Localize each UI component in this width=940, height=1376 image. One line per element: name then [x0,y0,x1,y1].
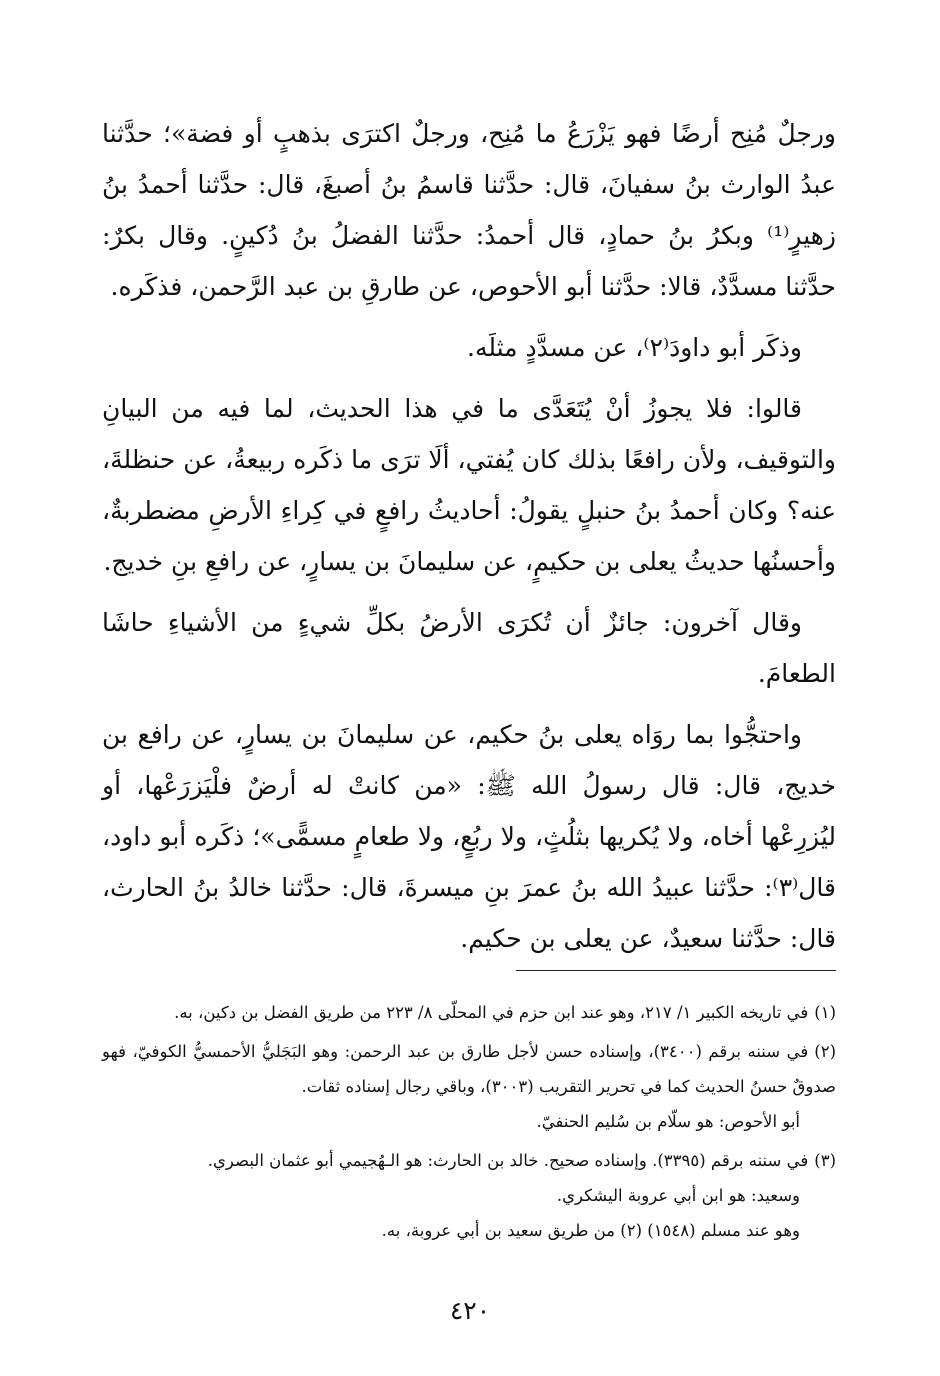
footnote-continuation: أبو الأحوص: هو سلّام بن سُليم الحنفيّ. [536,1112,800,1131]
footnote-2 [102,1034,836,1139]
paragraph-3: قالوا: فلا يجوزُ أنْ يُتَعَدَّى ما في هذا الحديث، لما فيه من البيانِ والتوقيف، ولأن رافعًا بذلك كان يُفتي، ألَا ترَى ما ذكَره ربيعةُ، عن حنظلةَ، عنه؟ وكان أحمدُ بنُ حنبلٍ يقولُ: أحاديثُ رافعٍ في كِراءِ الأرضِ مضطربةٌ، وأحسنُها حديثُ يعلى بن حكيمٍ، عن سليمانَ بن يسارٍ، عن رافعِ بنِ خديج. [102,394,836,576]
footnote-continuation: وسعيد: هو ابن أبي عروبة اليشكري. [556,1186,800,1205]
footnote-text: في تاريخه الكبير ١/ ٢١٧، وهو عند ابن حزم في المحلّى ٨/ ٢٢٣ من طريق الفضل بن دكين، به. [174,1003,809,1022]
footnote-separator [516,970,836,971]
main-text [102,108,836,974]
page-number: ٤٢٠ [449,1296,491,1325]
footnote-text: في سننه برقم (٣٤٠٠)، وإسناده حسن لأجل طارق بن عبد الرحمن: وهو البَجَليُّ الأحمسيُّ الكوفيّ، فهو صدوقٌ حسنُ الحديث كما في تحرير التقريب (٣٠٠٣)، وباقي رجال إسناده ثقات. [102,1042,836,1096]
paragraph-5: واحتجُّوا بما روَاه يعلى بنُ حكيم، عن سليمانَ بن يسارٍ، عن رافع بن خديج، قال: قال رسولُ الله ﷺ: «من كانتْ له أرضٌ فلْيَزرَعْها، أو ليُزرِعْها أخاه، ولا يُكريها بثلُثٍ، ولا ربُعٍ، ولا طعامٍ مسمًّى»؛ ذكَره أبو داود، قال⁽٣⁾: حدَّثنا عبيدُ الله بنُ عمرَ بنِ ميسرةَ، قال: حدَّثنا خالدُ بنُ الحارث، قال: حدَّثنا سعيدٌ، عن يعلى بن حكيم. [102,720,836,953]
paragraph-2: وذكَر أبو داودَ⁽٢⁾، عن مسدَّدٍ مثلَه. [467,333,802,362]
footnote-number: (٣) [814,1151,836,1170]
footnote-1 [102,995,836,1030]
footnote-text: في سننه برقم (٣٣٩٥). وإسناده صحيح. خالد بن الحارث: هو الـهُجيمي أبو عثمان البصري. [207,1151,809,1170]
paragraph-1: ورجلٌ مُنِح أرضًا فهو يَزْرَعُ ما مُنِح، ورجلٌ اكترَى بذهبٍ أو فضة»؛ حدَّثنا عبدُ الوارث بنُ سفيانَ، قال: حدَّثنا قاسمُ بنُ أصبغَ، قال: حدَّثنا أحمدُ بنُ زهيرٍ⁽¹⁾ وبكرُ بنُ حمادٍ، قال أحمدُ: حدَّثنا الفضلُ بنُ دُكينٍ. وقال بكرٌ: حدَّثنا مسدَّدٌ، قالا: حدَّثنا أبو الأحوص، عن طارقِ بن عبد الرَّحمن، فذكَره. [102,119,836,301]
footnote-number: (٢) [814,1042,837,1061]
footnote-number: (١) [814,1003,836,1022]
footnote-3 [102,1143,836,1248]
footnotes [102,995,836,1252]
footnote-continuation: وهو عند مسلم (١٥٤٨) (٢) من طريق سعيد بن أبي عروبة، به. [381,1221,800,1240]
paragraph-4: وقال آخرون: جائزٌ أن تُكرَى الأرضُ بكلِّ شيءٍ من الأشياءِ حاشَا الطعامَ. [102,608,836,688]
